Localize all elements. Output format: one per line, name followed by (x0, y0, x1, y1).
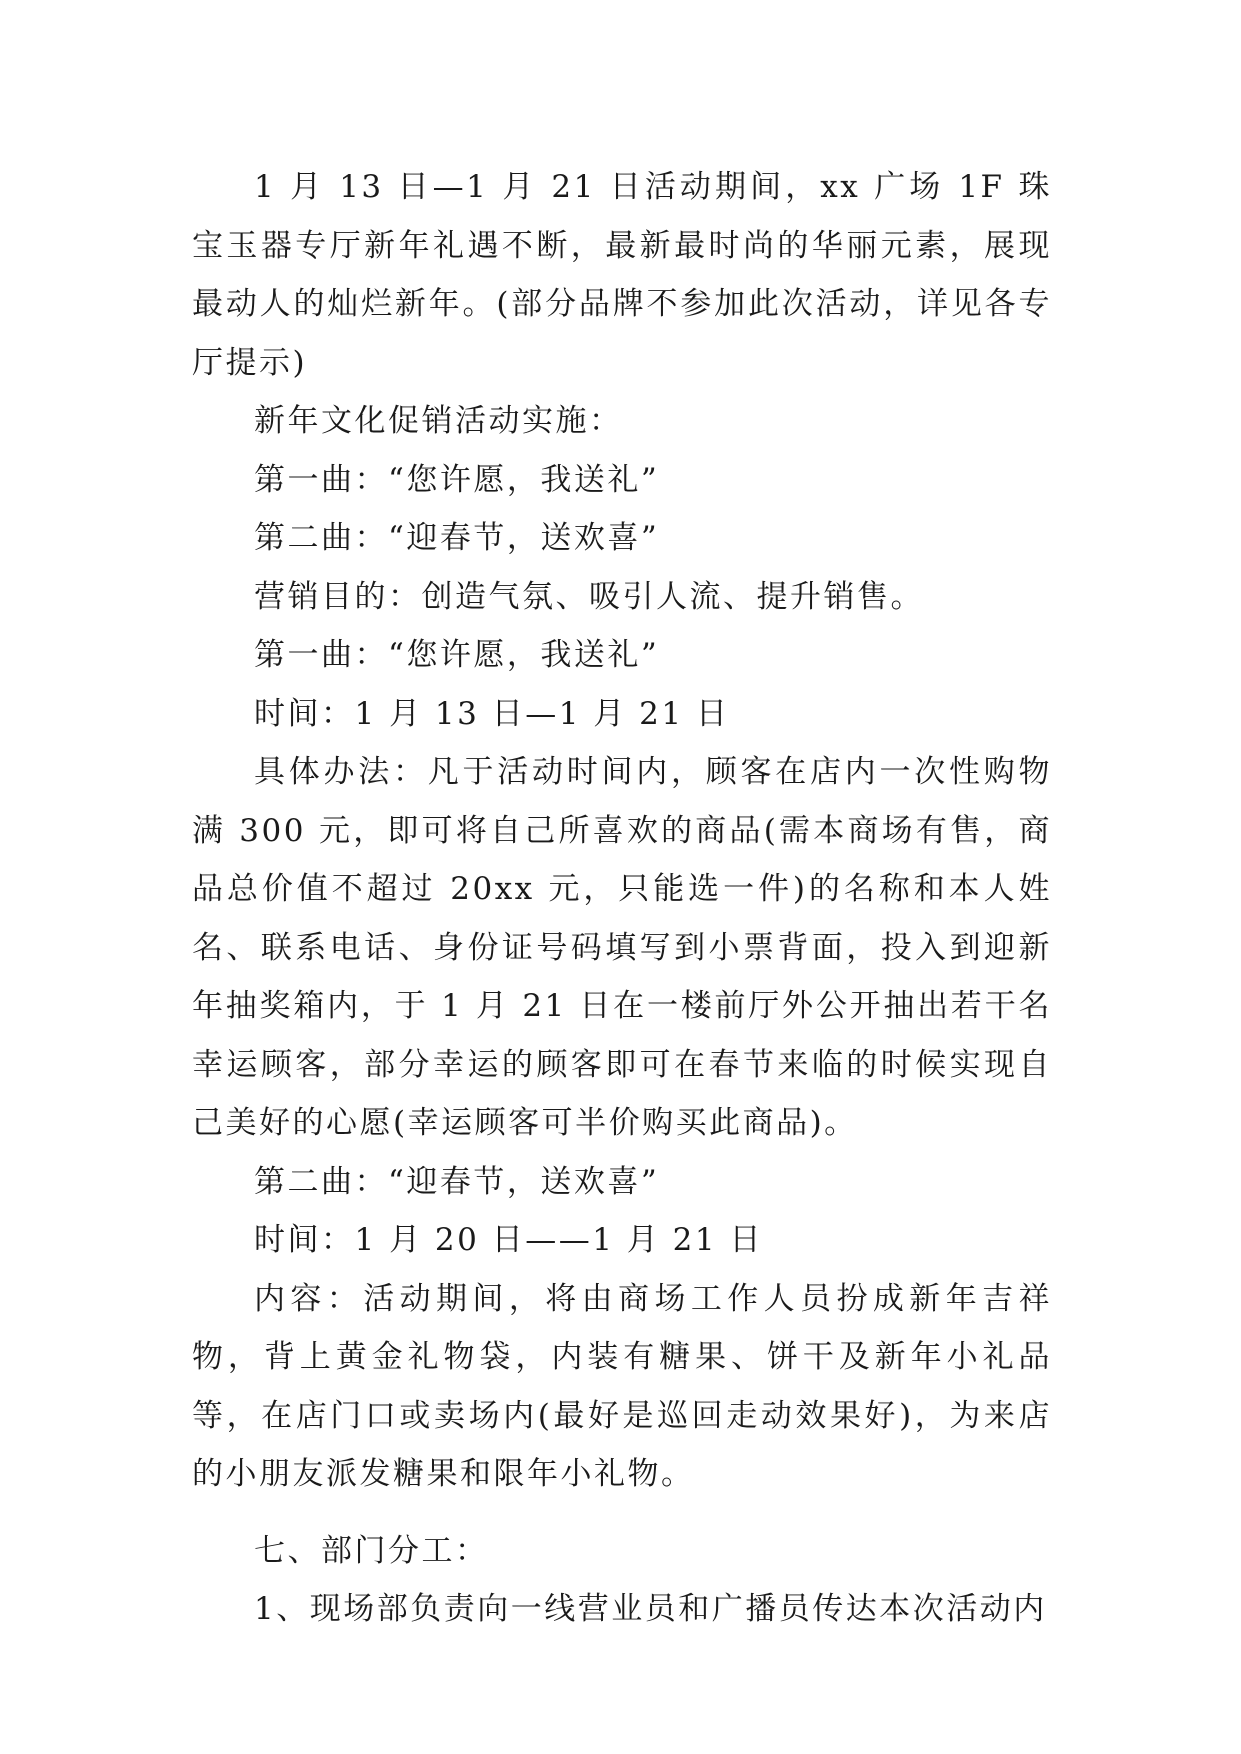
paragraph-event-intro: 1 月 13 日—1 月 21 日活动期间，xx 广场 1F 珠宝玉器专厅新年礼遇不断，最新最时尚的华丽元素，展现最动人的灿烂新年。(部分品牌不参加此次活动，详见各专厅提示) (192, 169, 1052, 381)
paragraph-part-one-title: 第一曲：“您许愿，我送礼” (254, 461, 660, 498)
paragraph-division-item-one: 1、现场部负责向一线营业员和广播员传达本次活动内 (254, 1591, 1047, 1627)
paragraph-part-two-heading: 第二曲：“迎春节，送欢喜” (254, 1163, 660, 1200)
paragraph-part-one-method: 具体办法：凡于活动时间内，顾客在店内一次性购物满 300 元，即可将自己所喜欢的商品(需本商场有售，商品总价值不超过 20xx 元，只能选一件)的名称和本人姓名、联系电话、身份证号码填写到小票背面，投入到迎新年抽奖箱内，于 1 月 21 日在一楼前厅外公开抽出若干名幸运顾客，部分幸运的顾客即可在春节来临的时候实现自己美好的心愿(幸运顾客可半价购买此商品)。 (192, 754, 1052, 1141)
paragraph-part-two-title: 第二曲：“迎春节，送欢喜” (254, 520, 660, 556)
paragraph-section-seven-heading: 七、部门分工： (254, 1532, 489, 1569)
paragraph-part-two-time: 时间：1 月 20 日——1 月 21 日 (254, 1222, 763, 1258)
paragraph-part-two-content: 内容：活动期间，将由商场工作人员扮成新年吉祥物，背上黄金礼物袋，内装有糖果、饼干及新年小礼品等，在店门口或卖场内(最好是巡回走动效果好)，为来店的小朋友派发糖果和限年小礼物。 (192, 1280, 1052, 1492)
paragraph-promotion-heading: 新年文化促销活动实施： (254, 403, 623, 439)
paragraph-part-one-time: 时间：1 月 13 日—1 月 21 日 (254, 695, 730, 732)
document-page (192, 158, 1052, 1639)
paragraph-part-one-heading: 第一曲：“您许愿，我送礼” (254, 637, 660, 673)
paragraph-marketing-goal: 营销目的：创造气氛、吸引人流、提升销售。 (254, 578, 924, 615)
